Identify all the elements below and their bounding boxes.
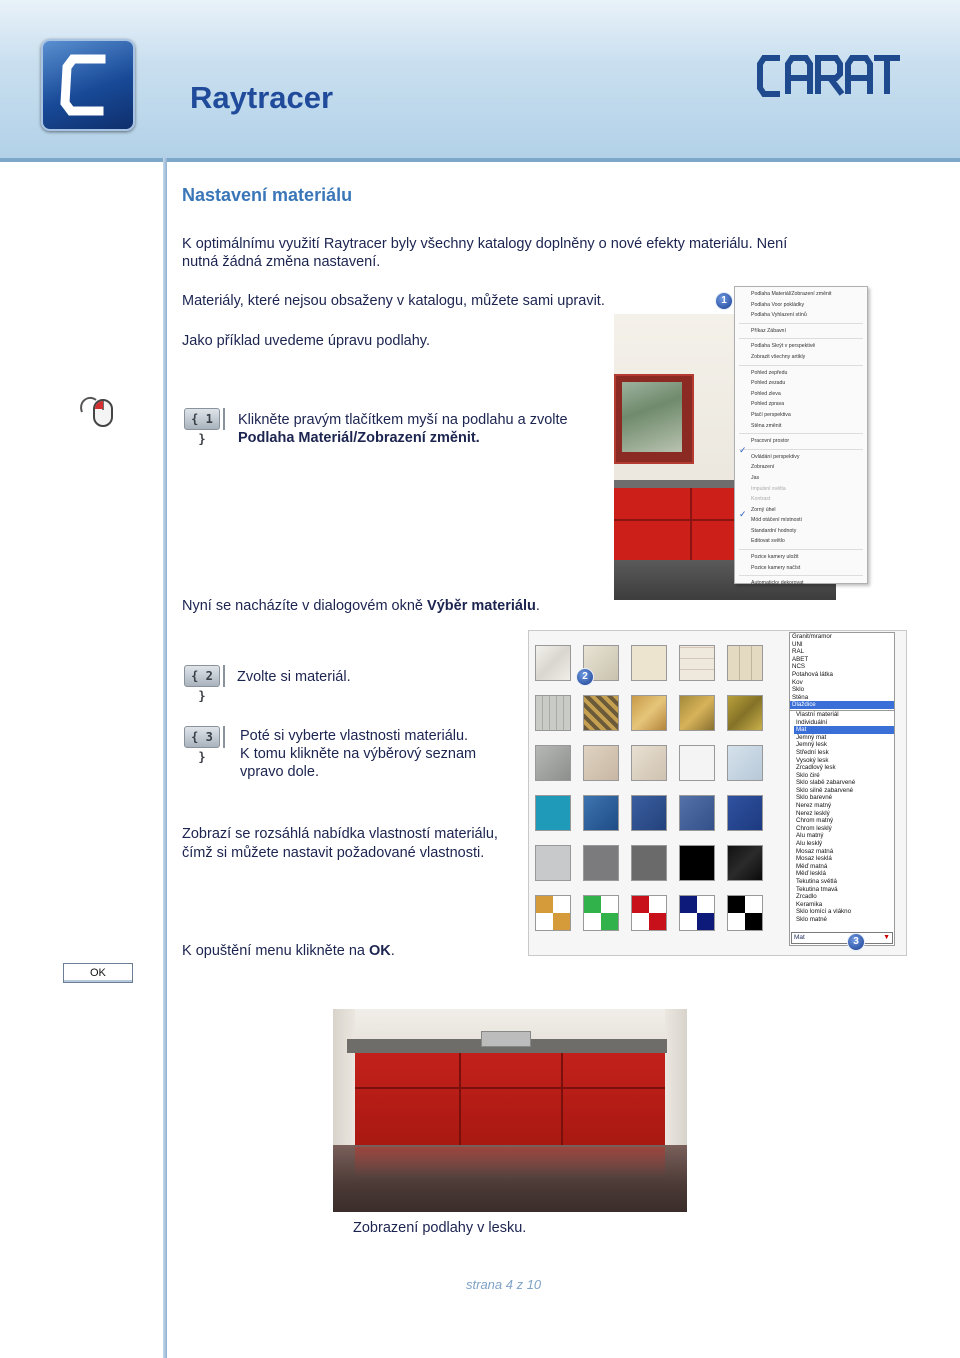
property-item[interactable]: Sklo barevné [796, 794, 833, 802]
context-menu [734, 286, 868, 587]
property-item[interactable]: Sklo silně zabarvené [796, 786, 854, 794]
material-tile[interactable] [679, 895, 715, 931]
category-item[interactable]: Kov [792, 678, 803, 686]
category-item[interactable]: ABET [792, 655, 809, 663]
material-tile[interactable] [679, 745, 715, 781]
step-divider [223, 665, 225, 687]
dialog-text-end: . [535, 598, 540, 614]
page-number: strana 4 z 10 [466, 1277, 542, 1292]
material-tile[interactable] [727, 845, 763, 881]
carat-logo-icon [756, 52, 901, 100]
material-tile[interactable] [631, 895, 667, 931]
context-menu-item[interactable]: Pohled zprava [751, 401, 785, 408]
dialog-paragraph [182, 597, 540, 615]
category-item-selected[interactable]: Dlaždice [790, 701, 894, 709]
step-divider [223, 408, 225, 430]
property-item[interactable]: Chrom matný [796, 817, 834, 825]
context-menu-item[interactable]: Zobrazení [751, 464, 775, 471]
menu-separator [739, 549, 863, 550]
context-menu-item[interactable]: Pozice kamery uložit [751, 554, 799, 561]
property-item[interactable]: Mosaz lesklá [796, 855, 832, 863]
property-item[interactable]: Vlastní materiál [796, 710, 839, 718]
material-tile[interactable] [583, 695, 619, 731]
step-2-text: Zvolte si materiál. [237, 669, 351, 685]
render-caption: Zobrazení podlahy v lesku. [353, 1220, 527, 1236]
menu-separator [739, 323, 863, 324]
material-tile[interactable] [727, 895, 763, 931]
intro-paragraph: K optimálnímu využití Raytracer byly všechny katalogy doplněny o nové efekty materiálu. Není nutná žádná změna nastavení. [182, 236, 788, 270]
material-tile[interactable] [679, 795, 715, 831]
property-item[interactable]: Vysoký lesk [796, 756, 829, 764]
exit-ok-label: OK [369, 943, 391, 959]
context-menu-item[interactable]: Ovládání perspektivy [751, 453, 800, 460]
step-2-icon: { 2 } [184, 665, 220, 687]
exit-text: K opuštění menu klikněte na [182, 943, 370, 959]
property-item[interactable]: Chrom lesklý [796, 824, 832, 832]
property-item[interactable]: Alu lesklý [796, 840, 823, 848]
material-tile[interactable] [631, 795, 667, 831]
context-menu-item[interactable]: Editovat světlo [751, 538, 785, 545]
context-menu-item[interactable]: Kontrast [751, 496, 771, 503]
category-item[interactable]: RAL [792, 648, 805, 656]
menu-separator [739, 365, 863, 366]
check-icon: ✓ [739, 509, 747, 519]
material-tile[interactable] [535, 745, 571, 781]
step-3-text-2: K tomu klikněte na výběrový seznam [240, 746, 477, 762]
material-tile[interactable] [583, 745, 619, 781]
exit-paragraph [182, 942, 395, 960]
material-tile[interactable] [679, 845, 715, 881]
ok-button[interactable]: OK [63, 963, 133, 983]
property-item[interactable]: Tekutina tmavá [796, 885, 838, 893]
intro-paragraph-3: Jako příklad uvedeme úpravu podlahy. [182, 333, 430, 349]
menu-separator [739, 449, 863, 450]
category-item[interactable]: Stěna [792, 693, 809, 701]
material-tile[interactable] [631, 695, 667, 731]
category-item[interactable]: NCS [792, 663, 806, 671]
category-item[interactable]: Granit/mramor [792, 633, 832, 640]
context-menu-item[interactable]: Podlaha Materiál/Zobrazení změnit [751, 291, 832, 297]
material-tile[interactable] [631, 745, 667, 781]
property-item[interactable]: Nerez matný [796, 802, 832, 810]
property-item[interactable]: Alu matný [796, 832, 824, 840]
context-menu-item[interactable]: Podlaha Voor pokládky [751, 301, 805, 308]
dialog-name: Výběr materiálu [427, 598, 536, 614]
property-item[interactable]: Jemný lesk [796, 741, 827, 749]
properties-paragraph-2: čímž si můžete nastavit požadované vlastnosti. [182, 845, 485, 861]
chevron-down-icon: ▼ [883, 934, 890, 941]
material-tile[interactable] [679, 645, 715, 681]
properties-paragraph: Zobrazí se rozsáhlá nabídka vlastností materiálu, [182, 826, 498, 842]
material-tile[interactable] [535, 695, 571, 731]
context-menu-item[interactable]: Příkaz Zábavní [751, 327, 786, 334]
material-tile[interactable] [583, 845, 619, 881]
callout-badge-1: 1 [715, 292, 733, 310]
context-menu-item[interactable]: Zobrazit všechny artikly [751, 353, 806, 360]
step-3-icon: { 3 } [184, 726, 220, 748]
context-menu-item[interactable]: Pohled zezadu [751, 380, 786, 387]
material-tile[interactable] [535, 645, 571, 681]
context-menu-item[interactable]: Standardní hodnoty [751, 527, 797, 534]
intro-paragraph-2: Materiály, které nejsou obsaženy v katalogu, můžete sami upravit. [182, 293, 605, 309]
property-select[interactable] [791, 932, 893, 944]
property-item[interactable]: Sklo slabě zabarvené [796, 779, 856, 787]
category-item[interactable]: Potahová látka [792, 670, 833, 678]
material-tile[interactable] [535, 845, 571, 881]
context-menu-item[interactable]: Pohled zepředu [751, 369, 788, 376]
property-item[interactable]: Střední lesk [796, 748, 829, 756]
material-tile[interactable] [535, 895, 571, 931]
property-item-selected[interactable]: Mat [794, 726, 894, 734]
app-logo-icon [41, 39, 135, 131]
material-tile[interactable] [727, 745, 763, 781]
category-item[interactable]: UNI [792, 640, 803, 648]
callout-badge-3: 3 [847, 933, 865, 951]
property-item[interactable]: Měď lesklá [796, 870, 826, 878]
context-menu-item[interactable]: Mód otáčení místnosti [751, 517, 802, 524]
context-menu-item[interactable]: Ptačí perspektiva [751, 411, 791, 418]
callout-badge-2: 2 [576, 668, 594, 686]
mouse-icon [78, 392, 116, 433]
step-3-text-3: vpravo dole. [240, 764, 319, 780]
step-1-text: Klikněte pravým tlačítkem myší na podlahu a zvolte [238, 412, 568, 428]
dialog-text: Nyní se nacházíte v dialogovém okně [182, 598, 428, 614]
logo-c-icon [43, 41, 133, 129]
step-1-icon: { 1 } [184, 408, 220, 430]
material-tile[interactable] [583, 795, 619, 831]
context-menu-item[interactable]: Stěna změnit [751, 422, 782, 429]
context-menu-item[interactable]: Podlaha Skrýt v perspektivě [751, 343, 816, 350]
brand-logo [756, 52, 901, 105]
property-item[interactable]: Zrcadlový lesk [796, 764, 836, 772]
context-menu-item[interactable]: Zorný úhel [751, 506, 776, 513]
context-menu-item[interactable]: Jas [751, 474, 760, 481]
check-icon: ✓ [739, 445, 747, 455]
property-item[interactable]: Zrcadlo [796, 893, 817, 901]
step-3-text: Poté si vyberte vlastnosti materiálu. [240, 728, 469, 744]
material-category-list[interactable] [789, 632, 895, 946]
step-1-bold: Podlaha Materiál/Zobrazení změnit. [238, 430, 480, 446]
menu-separator [739, 433, 863, 434]
section-title: Nastavení materiálu [182, 185, 353, 205]
material-tile[interactable] [583, 895, 619, 931]
material-tile[interactable] [679, 695, 715, 731]
context-menu-item[interactable]: Pozice kamery načíst [751, 564, 801, 571]
page-title: Raytracer [190, 80, 334, 115]
context-menu-item[interactable]: Impulsní světla [751, 485, 786, 492]
property-item[interactable]: Keramika [796, 900, 823, 908]
step-divider [223, 726, 225, 748]
property-item[interactable]: Měď matná [796, 862, 828, 870]
context-menu-item[interactable]: Podlaha Vyhlazení stínů [751, 312, 807, 319]
menu-separator [739, 338, 863, 339]
property-item[interactable]: Sklo čiré [796, 771, 820, 779]
menu-separator [739, 575, 863, 576]
property-list[interactable] [790, 710, 894, 924]
property-item[interactable]: Individuální [796, 718, 828, 726]
context-menu-item[interactable]: Pracovní prostor [751, 438, 790, 445]
property-item[interactable]: Jemný mat [796, 733, 827, 741]
property-item[interactable]: Nerez lesklý [796, 809, 830, 817]
material-tile[interactable] [727, 795, 763, 831]
exit-text-end: . [390, 943, 395, 959]
material-tile[interactable] [727, 645, 763, 681]
material-tile[interactable] [535, 795, 571, 831]
glossy-floor-render [333, 1009, 687, 1212]
material-tile[interactable] [631, 645, 667, 681]
sidebar-divider [163, 158, 167, 1358]
category-item[interactable]: Sklo [792, 686, 805, 694]
context-menu-item[interactable]: Automaticky dekorovat [751, 580, 804, 587]
property-select-value: Mat [794, 934, 805, 941]
context-menu-item[interactable]: Pohled zleva [751, 390, 781, 397]
property-item[interactable]: Sklo lomící a vlákno [796, 908, 852, 916]
property-item[interactable]: Tekutina světlá [796, 878, 837, 885]
property-item[interactable]: Mosaz matná [796, 847, 834, 855]
material-tile[interactable] [631, 845, 667, 881]
property-item[interactable]: Sklo matné [796, 915, 827, 923]
material-tile[interactable] [727, 695, 763, 731]
